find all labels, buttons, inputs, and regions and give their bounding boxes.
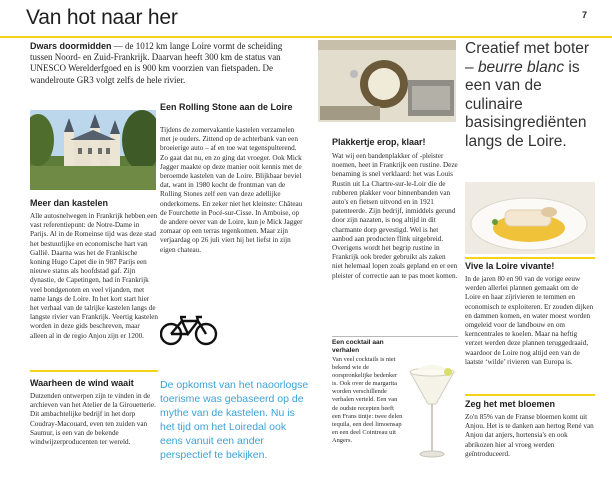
pull-quote: [465, 40, 595, 151]
cocktail-photo: [406, 364, 458, 466]
plakkertje-text: Wat wij een bandenplakker of -pleister noemen, heet in Frankrijk een rustine. Deze benaming is snel verklaard: het was Louis Rustin uit La Chartre-sur-le-Loir die de rubberen plakker voor binnenbanden van auto's en fietsen uitvond en in 1921 patenteerde. Zijn bedrijf, inmiddels gerund door zijn nazaten, is nog altijd in dit charmante dorp gevestigd. Wel is het aanbod aan producten flink uitgebreid. Overigens wordt het begrip rustine in Frankrijk ook breder gebruikt als zaken niet helemaal lopen zoals gepland en er een pleister of correctie aan te pas moet komen.: [332, 152, 458, 280]
flowers-heading: Zeg het met bloemen: [465, 399, 556, 409]
loire-heading: Vive la Loire vivante!: [465, 261, 555, 271]
bicycle-icon: [160, 314, 218, 346]
header-rule: [0, 36, 612, 38]
flowers-text: Zo'n 85% van de Franse bloemen komt uit Anjou. Het is te danken aan hertog René van Anjou dat anjers, hortensia's en ook abrikozen hier al vroeg werden geïntroduceerd.: [465, 413, 594, 458]
page-header: [0, 0, 612, 36]
wind-top-rule: [30, 370, 158, 372]
castle-illustration: [30, 110, 156, 190]
intro-lead: Dwars doormidden: [30, 41, 112, 51]
shop-photo: [318, 40, 456, 122]
rolling-heading: Een Rolling Stone aan de Loire: [160, 102, 293, 112]
pull-quote-start: Creatief met boter –: [465, 40, 590, 76]
cocktail-top-rule: [332, 336, 458, 337]
castles-heading: Meer dan kastelen: [30, 198, 109, 208]
castle-photo: [30, 110, 156, 190]
castles-text: Alle autosnelwegen in Frankrijk hebben een vast referentiepunt: de Notre-Dame in Parijs. Al in de Romeinse tijd was deze stad het bestuurlijke en economische hart van Gallië. Daarna was het de Frankische koning Hugo Capet die in 987 Parijs een nieuwe status als hoofdstad gaf. Zijn dynastie, de Capetingen, had in Frankrijk veel bondgenoten en veel vijanden, met name langs de Loire. In het kort start hier het verhaal van de talrijke kastelen langs de langste rivier van Frankrijk. Veertig kastelen worden in deze gids beschreven, maar alleen al in de regio Anjou zijn er 1200.: [30, 212, 159, 340]
pull-quote-end: is een van de culinaire basisingrediënten langs de Loire.: [465, 58, 587, 150]
cocktail-text: Van veel cocktails is niet bekend wie de oorspronkelijke bedenker is. Ook over de margarita worden verschillende verhalen verteld. Een van de oudste recepten heeft een Frans tintje: twee delen tequila, een deel limoensap en een deel Cointreau uit Angers.: [332, 356, 403, 444]
blue-quote: De opkomst van het naoorlogse toerisme was gebaseerd op de mythe van de kastelen. Nu is het tijd om het Loiredal ook eens vanuit een ander perspectief te bekijken.: [160, 379, 309, 461]
wind-text: Dutzenden ontwerpen zijn te vinden in de archieven van het Atelier de la Girouetterie. Dit ambachtelijke bedrijf in het dorp Coudray-Macouard, even ten zuiden van Saumur, is een van de bekende windwijzerproducenten ter wereld.: [30, 392, 156, 447]
flowers-top-rule: [465, 394, 595, 396]
page-title: Van hot naar her: [26, 6, 178, 29]
pull-quote-beurre: beurre blanc: [477, 58, 565, 76]
plakkertje-heading: Plakkertje erop, klaar!: [332, 137, 426, 147]
rolling-text: Tijdens de zomervakantie kastelen verzamelen met je ouders. Zittend op de achterbank van een broeierige auto – af en toe wat tegenspulterend. Zo gaat dat nu, en zo ging dat vroeger. Ook Mick Jagger maakte op deze manier ooit kennis met de beroemde kastelen van de Loire. Blijkbaar beviel dat, want in 1980 kocht de frontman van de Rolling Stones zelf een van deze adellijke onderkomens. En zeker niet het kleinste: Château de Fourchette in Pocé-sur-Cisse. In Amboise, op de andere oever van de Loire, kun je Mick Jagger zomaar op een terras tegenkomen. Maar zijn verjaardag op 26 juli viert hij het liefst in zijn eigen chateau.: [160, 126, 303, 254]
intro-paragraph: [30, 41, 292, 86]
loire-top-rule: [465, 257, 595, 259]
cocktail-heading: Een cocktail aan verhalen: [332, 339, 384, 354]
wind-heading: Waarheen de wind waait: [30, 378, 134, 388]
fish-dish-photo: [465, 182, 595, 254]
loire-text: In de jaren 80 en 90 van de vorige eeuw werden allerlei plannen gemaakt om de Loire en haar zijrivieren te temmen en economisch te exploiteren. Er zouden dijken en dammen komen, en water moest worden omgeleid voor de landbouw en om kerncentrales te koelen. Maar na heftig verzet werden deze plannen teruggedraaid, waardoor de Loire nog altijd een van de laatste ‘wilde’ rivieren van Europa is.: [465, 275, 594, 366]
intro-text: — de 1012 km lange Loire vormt de scheiding tussen Noord- en Zuid-Frankrijk. Daarvan heeft 300 km de status van UNESCO Werelderfgoed en is 900 km voorzien van fietspaden. De wandelroute GR3 volgt zelfs de hele rivier.: [30, 41, 283, 85]
page-number: 7: [582, 10, 588, 20]
